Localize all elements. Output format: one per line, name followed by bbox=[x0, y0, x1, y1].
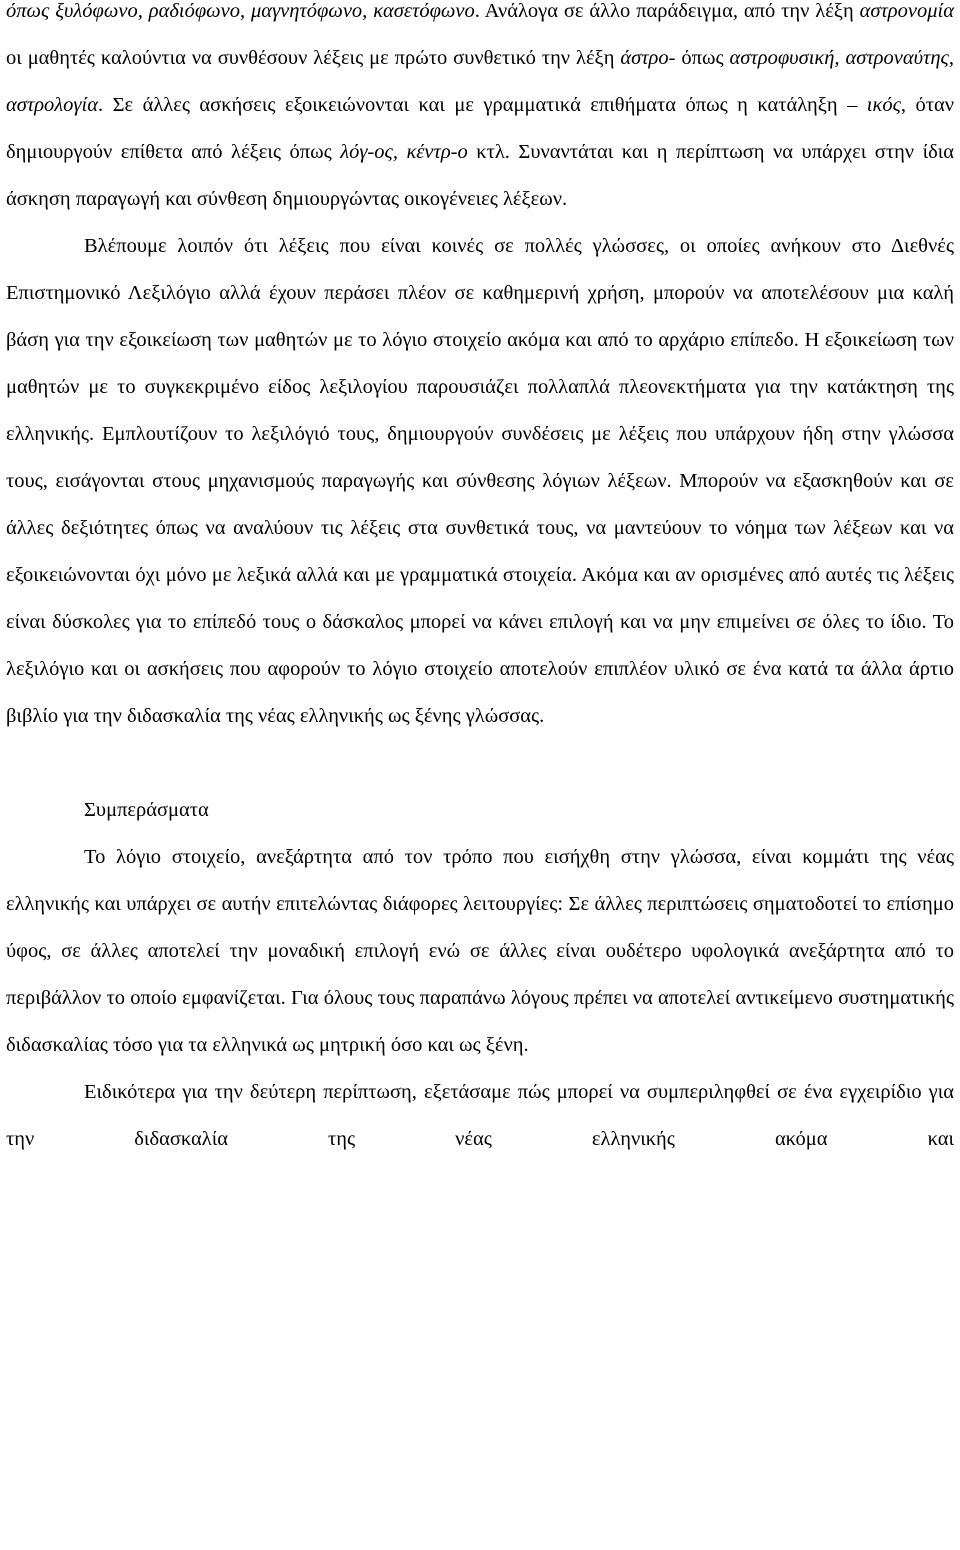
text-segment: ικός bbox=[866, 94, 901, 116]
text-segment: . Σε άλλες ασκήσεις εξοικειώνονται και με γραμματικά επιθήματα όπως η κατάληξη – bbox=[97, 94, 867, 116]
text-segment: οι μαθητές καλούντια να συνθέσουν λέξεις με πρώτο συνθετικό την λέξη bbox=[6, 47, 621, 69]
text-segment: κτλ. Συναντάται και η περίπτωση να υπάρχει στην ίδια άσκηση παραγωγή και σύνθεση δημιουργώντας οικογένειες λέξεων. bbox=[6, 141, 955, 210]
text-segment: , όταν δημιουργούν επίθετα από λέξεις όπως bbox=[6, 94, 955, 163]
paragraph-conclusions: Το λόγιο στοιχείο, ανεξάρτητα από τον τρόπο που εισήχθη στην γλώσσα, είναι κομμάτι της νέας ελληνικής και υπάρχει σε αυτήν επιτελώντας διάφορες λειτουργίες: Σε άλλες περιπτώσεις σηματοδοτεί το επίσημο ύφος, σε άλλες αποτελεί την μοναδική επιλογή ενώ σε άλλες είναι ουδέτερο υφολογικά ανεξάρτητα από το περιβάλλον το οποίο εμφανίζεται. Για όλους τους παραπάνω λόγους πρέπει να αποτελεί αντικείμενο συστηματικής διδασκαλίας τόσο για τα ελληνικά ως μητρική όσο και ως ξένη. bbox=[6, 846, 954, 1056]
text-segment: . Ανάλογα σε άλλο παράδειγμα, από την λέξη bbox=[474, 0, 860, 22]
paragraph-second-case: Ειδικότερα για την δεύτερη περίπτωση, εξετάσαμε πώς μπορεί να συμπεριληφθεί σε ένα εγχειρίδιο για την διδασκαλία της νέας ελληνικής ακόμα και bbox=[6, 1081, 954, 1150]
text-segment: άστρο- bbox=[620, 47, 676, 69]
paragraph-continued-examples bbox=[6, 0, 954, 223]
section-spacer bbox=[6, 740, 954, 787]
text-segment: όπως bbox=[675, 47, 730, 69]
text-segment: όπως ξυλόφωνο, ραδιόφωνο, μαγνητόφωνο, κασετόφωνο bbox=[6, 0, 475, 22]
text-segment: αστροφυσική, αστροναύτης, αστρολογία bbox=[6, 47, 954, 116]
text-segment: αστρονομία bbox=[859, 0, 954, 22]
text-segment: λόγ-ος, κέντρ-ο bbox=[340, 141, 468, 163]
section-heading-conclusions: Συμπεράσματα bbox=[84, 799, 209, 821]
paragraph-vocabulary-benefits: Βλέπουμε λοιπόν ότι λέξεις που είναι κοινές σε πολλές γλώσσες, οι οποίες ανήκουν στο Διεθνές Επιστημονικό Λεξιλόγιο αλλά έχουν περάσει πλέον σε καθημερινή χρήση, μπορούν να αποτελέσουν μια καλή βάση για την εξοικείωση των μαθητών με το λόγιο στοιχείο ακόμα και από το αρχάριο επίπεδο. Η εξοικείωση των μαθητών με το συγκεκριμένο είδος λεξιλογίου παρουσιάζει πολλαπλά πλεονεκτήματα για την κατάκτηση της ελληνικής. Εμπλουτίζουν το λεξιλόγιό τους, δημιουργούν συνδέσεις με λέξεις που υπάρχουν ήδη στην γλώσσα τους, εισάγονται στους μηχανισμούς παραγωγής και σύνθεσης λόγιων λέξεων. Μπορούν να εξασκηθούν και σε άλλες δεξιότητες όπως να αναλύουν τις λέξεις στα συνθετικά τους, να μαντεύουν το νόημα των λέξεων και να εξοικειώνονται όχι μόνο με λεξικά αλλά και με γραμματικά στοιχεία. Ακόμα και αν ορισμένες από αυτές τις λέξεις είναι δύσκολες για το επίπεδό τους ο δάσκαλος μπορεί να κάνει επιλογή και να μην επιμείνει σε όλες το ίδιο. Το λεξιλόγιο και οι ασκήσεις που αφορούν το λόγιο στοιχείο αποτελούν επιπλέον υλικό σε ένα κατά τα άλλα άρτιο βιβλίο για την διδασκαλία της νέας ελληνικής ως ξένης γλώσσας. bbox=[6, 235, 954, 727]
